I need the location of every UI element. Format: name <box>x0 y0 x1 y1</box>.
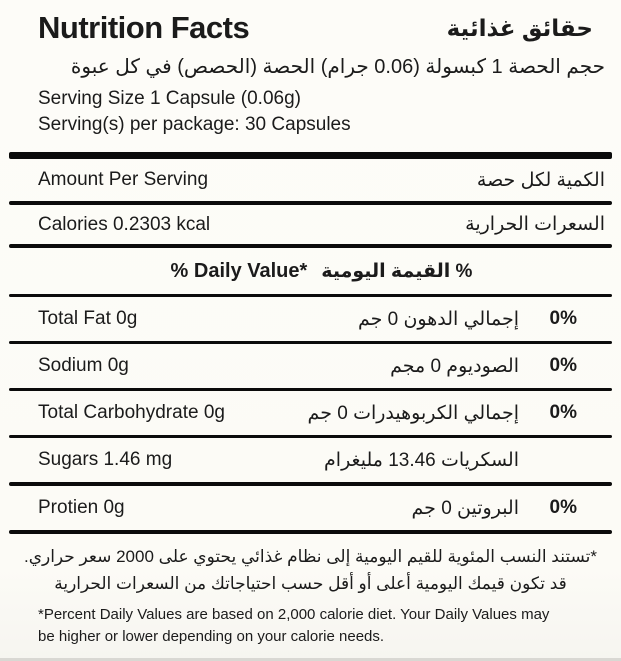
serving-size-arabic: حجم الحصة 1 كبسولة (0.06 جرام) الحصة (الحصص) في كل عبوة <box>70 56 605 78</box>
nutrient-row-sugars <box>0 438 621 482</box>
daily-value-percent: 0% <box>549 355 577 376</box>
daily-value-header-ar: % القيمة اليومية <box>321 260 473 282</box>
nutrient-label-ar: إجمالي الكربوهيدرات 0 جم <box>307 402 519 424</box>
divider-bottom <box>9 530 612 534</box>
nutrient-row-total-carbohydrate <box>0 391 621 435</box>
calories-label-en: Calories 0.2303 kcal <box>38 213 211 235</box>
nutrient-label-ar: الصوديوم 0 مجم <box>390 355 519 377</box>
footnote-arabic-line1: *تستند النسب المئوية للقيم اليومية إلى نظام غذائي يحتوي على 2000 سعر حراري. <box>23 547 598 566</box>
title-arabic: حقائق غذائية <box>446 14 593 41</box>
footnote-arabic <box>0 543 621 597</box>
nutrient-row-sodium <box>0 344 621 388</box>
footnote-arabic-line2: قد تكون قيمك اليومية أعلى أو أقل حسب احتياجاتك من السعرات الحرارية <box>54 574 567 593</box>
daily-value-header-row <box>0 248 621 294</box>
title-english: Nutrition Facts <box>38 10 250 45</box>
daily-value-percent: 0% <box>549 308 577 329</box>
servings-per-package: Serving(s) per package: 30 Capsules <box>38 114 351 135</box>
nutrient-label-ar: السكريات 13.46 مليغرام <box>324 449 519 471</box>
footnote-english <box>0 604 621 648</box>
amount-per-serving-label-en: Amount Per Serving <box>38 169 209 190</box>
nutrient-row-protien <box>0 486 621 530</box>
divider-thick-top <box>9 152 612 159</box>
nutrient-label-en: Total Fat 0g <box>38 308 138 329</box>
nutrient-label-ar: البروتين 0 جم <box>411 497 519 519</box>
amount-per-serving-label-ar: الكمية لكل حصة <box>476 169 605 191</box>
daily-value-header-en: % Daily Value* <box>170 259 308 282</box>
label-header <box>0 0 621 138</box>
nutrient-label-ar: إجمالي الدهون 0 جم <box>357 308 519 330</box>
footnote-english-line2: be higher or lower depending on your calorie needs. <box>38 628 385 645</box>
footnote-english-line1: *Percent Daily Values are based on 2,000 calorie diet. Your Daily Values may <box>38 606 550 623</box>
daily-value-percent: 0% <box>549 402 577 423</box>
calories-row <box>0 205 621 244</box>
nutrient-row-total-fat <box>0 297 621 341</box>
serving-size-english: Serving Size 1 Capsule (0.06g) <box>38 88 301 109</box>
nutrient-label-en: Sodium 0g <box>38 355 129 376</box>
amount-per-serving-row <box>0 159 621 201</box>
nutrient-label-en: Sugars 1.46 mg <box>38 449 173 470</box>
calories-label-ar: السعرات الحرارية <box>465 214 605 235</box>
nutrient-label-en: Total Carbohydrate 0g <box>38 402 225 423</box>
title-row <box>38 10 605 46</box>
nutrient-label-en: Protien 0g <box>38 497 125 518</box>
daily-value-percent: 0% <box>549 497 577 518</box>
